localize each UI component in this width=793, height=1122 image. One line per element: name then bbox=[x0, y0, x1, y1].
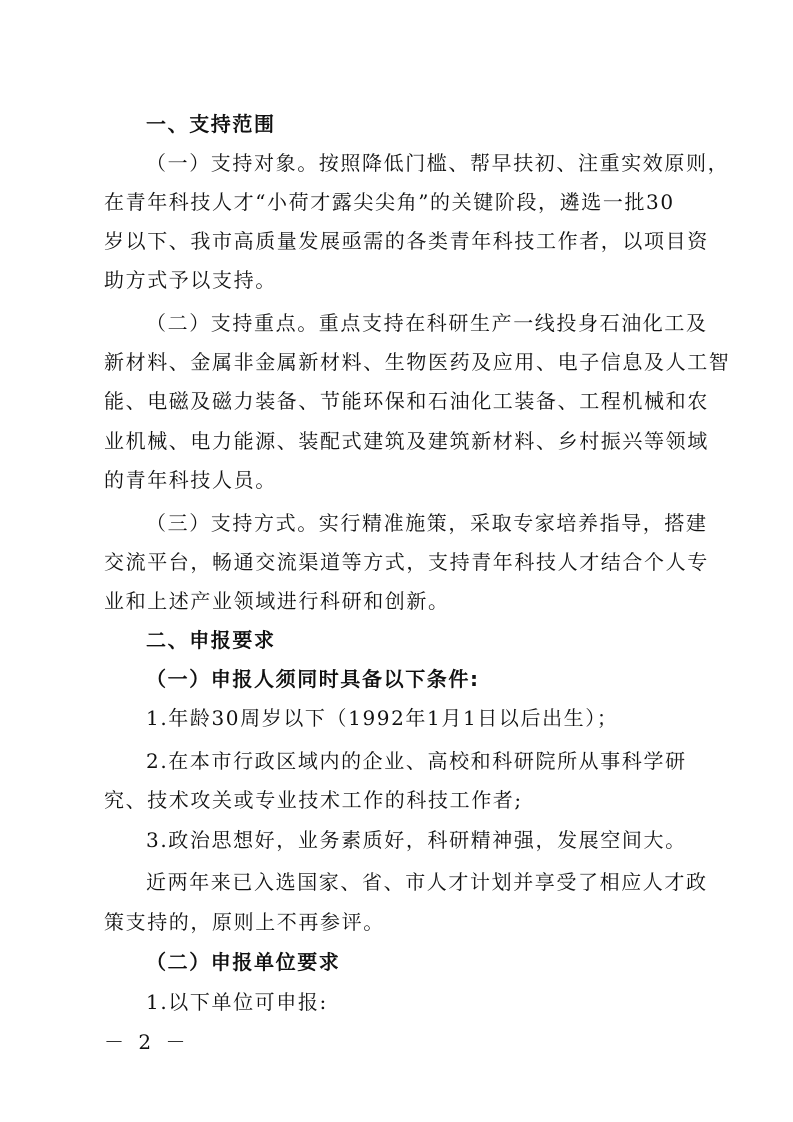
subsection-heading-unit-requirements: （二）申报单位要求 bbox=[146, 950, 341, 974]
paragraph-support-focus-line: 能、电磁及磁力装备、节能环保和石油化工装备、工程机械和农 bbox=[104, 389, 709, 413]
paragraph-exclusion-line: 近两年来已入选国家、省、市人才计划并享受了相应人才政 bbox=[146, 870, 708, 894]
paragraph-support-method-line: （三）支持方式。实行精准施策，采取专家培养指导，搭建 bbox=[146, 511, 708, 535]
paragraph-support-target-line: 在青年科技人才“小荷才露尖尖角”的关键阶段，遴选一批30 bbox=[104, 190, 675, 214]
section-heading-support-scope: 一、支持范围 bbox=[146, 112, 276, 136]
paragraph-support-target-line: （一）支持对象。按照降低门槛、帮早扶初、注重实效原则， bbox=[146, 151, 730, 175]
requirement-item-age: 1.年龄30周岁以下（1992年1月1日以后出生）； bbox=[146, 706, 619, 730]
paragraph-support-target-line: 岁以下、我市高质量发展亟需的各类青年科技工作者，以项目资 bbox=[104, 229, 709, 253]
paragraph-support-target-line: 助方式予以支持。 bbox=[104, 268, 277, 292]
paragraph-support-method-line: 业和上述产业领域进行科研和创新。 bbox=[104, 589, 450, 613]
paragraph-support-focus-line: 的青年科技人员。 bbox=[104, 468, 277, 492]
paragraph-support-focus-line: 新材料、金属非金属新材料、生物医药及应用、电子信息及人工智 bbox=[104, 350, 731, 374]
requirement-item-employment: 2.在本市行政区域内的企业、高校和科研院所从事科学研 bbox=[146, 749, 687, 773]
unit-requirement-item: 1.以下单位可申报: bbox=[146, 990, 328, 1014]
section-heading-application-requirements: 二、申报要求 bbox=[146, 628, 276, 652]
page-number: － 2 － bbox=[104, 1030, 190, 1054]
paragraph-support-focus-line: 业机械、电力能源、装配式建筑及建筑新材料、乡村振兴等领域 bbox=[104, 429, 709, 453]
requirement-item-employment-continued: 究、技术攻关或专业技术工作的科技工作者; bbox=[104, 788, 523, 812]
paragraph-support-focus-line: （二）支持重点。重点支持在科研生产一线投身石油化工及 bbox=[146, 311, 708, 335]
paragraph-support-method-line: 交流平台，畅通交流渠道等方式，支持青年科技人才结合个人专 bbox=[104, 550, 709, 574]
paragraph-exclusion-line: 策支持的，原则上不再参评。 bbox=[104, 910, 385, 934]
requirement-item-quality: 3.政治思想好，业务素质好，科研精神强，发展空间大。 bbox=[146, 828, 687, 852]
subsection-heading-applicant-conditions: （一）申报人须同时具备以下条件: bbox=[146, 667, 480, 691]
